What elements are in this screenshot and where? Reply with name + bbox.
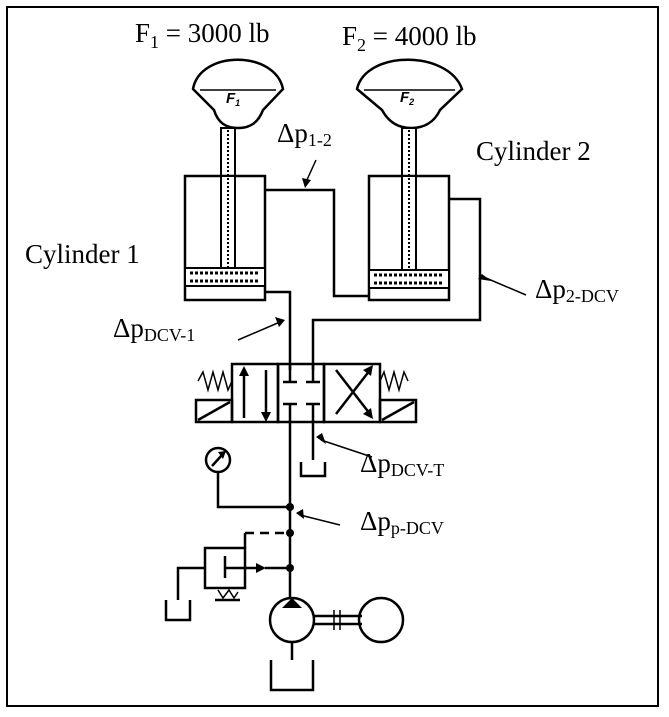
junction-dot: [286, 564, 294, 572]
dp-2-dcv-label: Δp2-DCV: [535, 274, 619, 306]
pressure-gauge: [206, 448, 230, 472]
directional-control-valve: [196, 364, 416, 422]
tank-pump: [271, 660, 313, 690]
hydraulic-pump: [270, 598, 314, 660]
force-label-2: $F_2 = 4000$ lb: [342, 21, 477, 55]
cylinder-2-label: Cylinder 2: [476, 136, 591, 166]
pump-shaft: [314, 610, 362, 630]
junction-dot: [286, 503, 294, 511]
weight-2-label: $F_2$: [400, 89, 415, 107]
dp-1-2-label: Δp1-2: [277, 118, 332, 150]
cylinder-2: [369, 176, 449, 300]
cylinder-1: [185, 176, 265, 300]
force-label-1: $F_1 = 3000$ lb: [135, 18, 270, 52]
relief-valve: [205, 548, 266, 600]
junction-dot: [286, 529, 294, 537]
weight-1-label: $F_1$: [226, 90, 241, 108]
dp-p-dcv-label: Δpp-DCV: [360, 506, 444, 538]
electric-motor: [359, 598, 403, 642]
weight-2: [357, 60, 462, 128]
dp-dcv-t-label: ΔpDCV-T: [360, 448, 445, 480]
dp-dcv-1-label: ΔpDCV-1: [113, 313, 196, 345]
tank-relief: [166, 600, 190, 620]
weight-1: [193, 60, 283, 128]
cylinder-1-label: Cylinder 1: [25, 239, 140, 269]
tank-dcv: [301, 462, 325, 476]
